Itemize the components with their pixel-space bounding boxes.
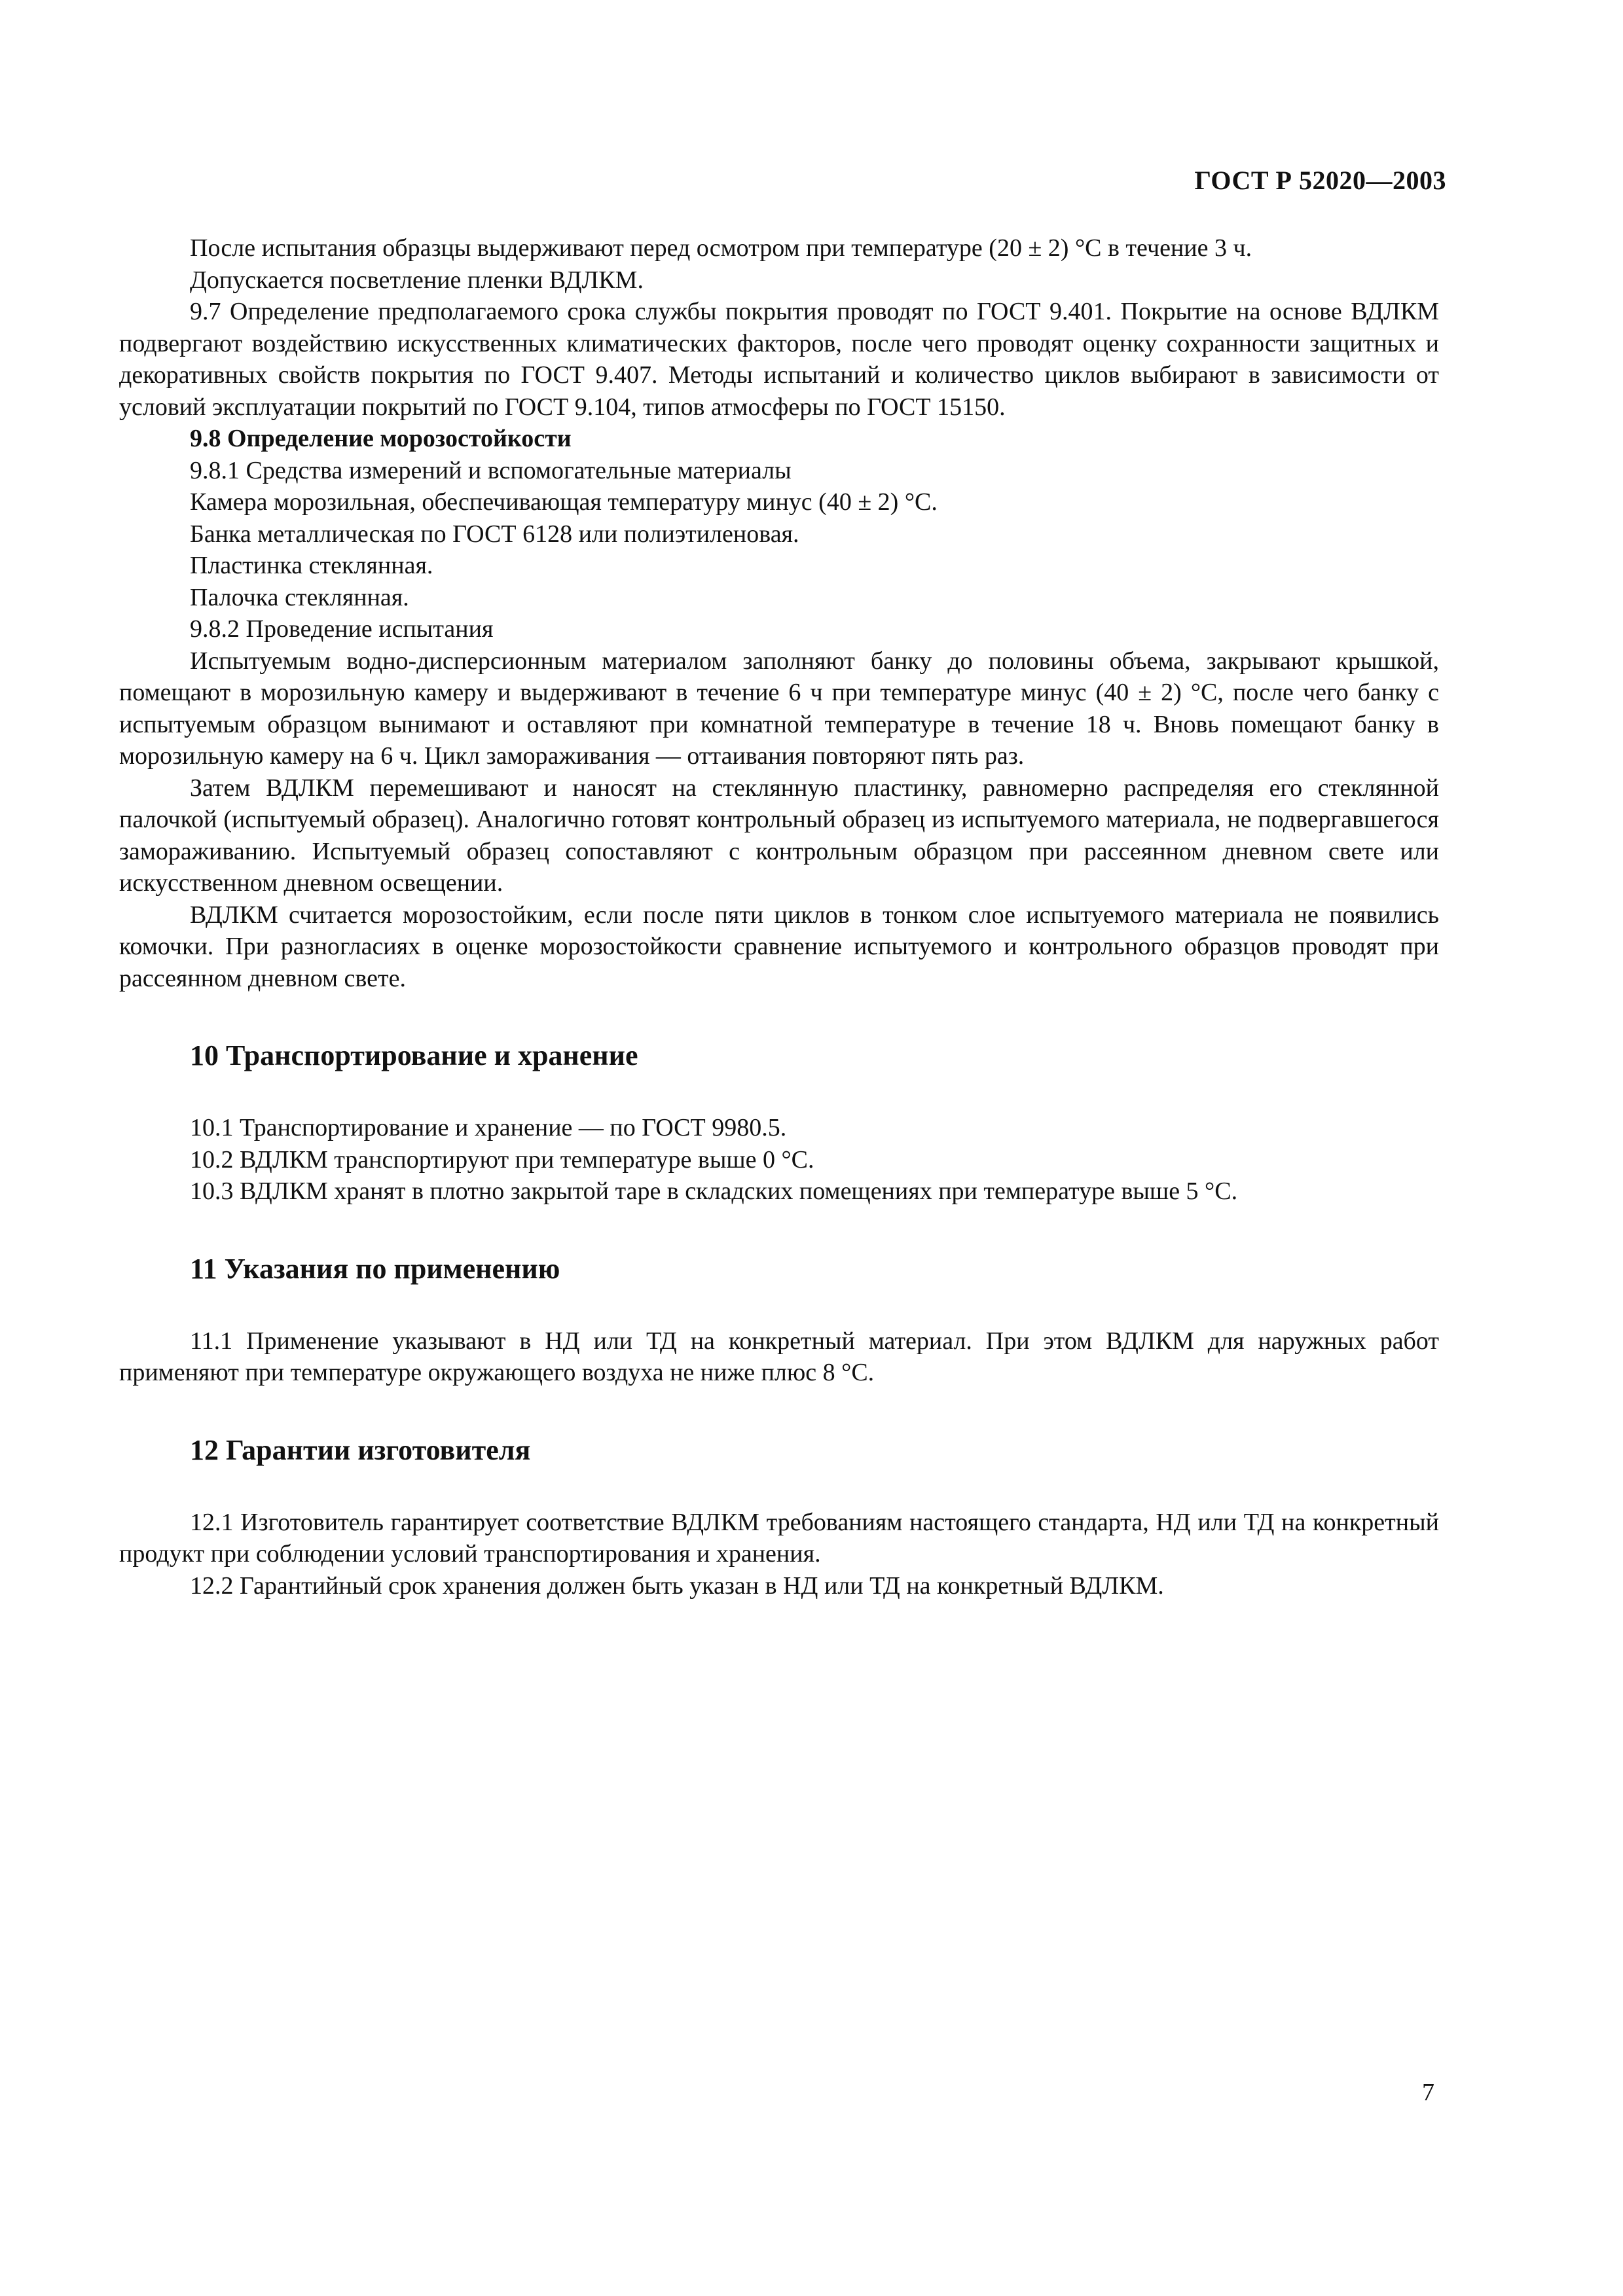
paragraph: 10.3 ВДЛКМ хранят в плотно закрытой таре в складских помещениях при температуре выше 5 °С. [190, 1177, 1238, 1205]
paragraph: 12.1 Изготовитель гарантирует соответствие ВДЛКМ требованиям настоящего стандарта, НД или ТД на конкретный продукт при соблюдении условий транспортирования и хранения. [119, 1508, 1439, 1568]
paragraph: Банка металлическая по ГОСТ 6128 или полиэтиленовая. [190, 520, 799, 548]
document-header: ГОСТ Р 52020—2003 [1194, 166, 1446, 195]
page-number: 7 [1422, 2079, 1434, 2106]
paragraph: 9.7 Определение предполагаемого срока службы покрытия проводят по ГОСТ 9.401. Покрытие на основе ВДЛКМ подвергают воздействию искусственных климатических факторов, после чего проводят оценку сохранности защитных и декоративных свойств покрытия по ГОСТ 9.407. Методы испытаний и количество циклов выбирают в зависимости от условий эксплуатации покрытий по ГОСТ 9.104, типов атмосферы по ГОСТ 15150. [119, 298, 1439, 421]
paragraph: Пластинка стеклянная. [190, 552, 433, 579]
paragraph: Затем ВДЛКМ перемешивают и наносят на стеклянную пластинку, равномерно распределяя его стеклянной палочкой (испытуемый образец). Аналогично готовят контрольный образец из испытуемого материала, не подвергавшегося замораживанию. Испытуемый образец сопоставляют с контрольным образцом при рассеянном дневном свете или искусственном дневном освещении. [119, 774, 1439, 897]
document-body [119, 232, 1439, 1602]
paragraph: Испытуемым водно-дисперсионным материалом заполняют банку до половины объема, закрывают крышкой, помещают в морозильную камеру и выдерживают в течение 6 ч при температуре минус (40 ± 2) °С, после чего банку с испытуемым образцом вынимают и оставляют при комнатной температуре в течение 18 ч. Вновь помещают банку в морозильную камеру на 6 ч. Цикл замораживания — оттаивания повторяют пять раз. [119, 647, 1439, 770]
paragraph: Камера морозильная, обеспечивающая температуру минус (40 ± 2) °С. [190, 488, 938, 516]
paragraph: 10.1 Транспортирование и хранение — по ГОСТ 9980.5. [190, 1114, 787, 1141]
paragraph: Палочка стеклянная. [190, 583, 409, 611]
paragraph: 9.8.2 Проведение испытания [190, 615, 494, 643]
paragraph: ВДЛКМ считается морозостойким, если после пяти циклов в тонком слое испытуемого материала не появились комочки. При разногласиях в оценке морозостойкости сравнение испытуемого и контрольного образцов проводят при рассеянном дневном свете. [119, 901, 1439, 992]
subsection-title: 9.8 Определение морозостойкости [190, 425, 572, 452]
section-title-11: 11 Указания по применению [190, 1252, 560, 1285]
paragraph: После испытания образцы выдерживают перед осмотром при температуре (20 ± 2) °С в течение 3 ч. [190, 234, 1252, 262]
section-title-10: 10 Транспортирование и хранение [190, 1039, 638, 1071]
section-title-12: 12 Гарантии изготовителя [190, 1433, 531, 1466]
paragraph: 9.8.1 Средства измерений и вспомогательные материалы [190, 456, 792, 484]
paragraph: 10.2 ВДЛКМ транспортируют при температуре выше 0 °С. [190, 1145, 814, 1174]
paragraph: 12.2 Гарантийный срок хранения должен быть указан в НД или ТД на конкретный ВДЛКМ. [190, 1571, 1164, 1600]
paragraph: 11.1 Применение указывают в НД или ТД на конкретный материал. При этом ВДЛКМ для наружных работ применяют при температуре окружающего воздуха не ниже плюс 8 °С. [119, 1327, 1439, 1386]
paragraph: Допускается посветление пленки ВДЛКМ. [190, 266, 644, 294]
